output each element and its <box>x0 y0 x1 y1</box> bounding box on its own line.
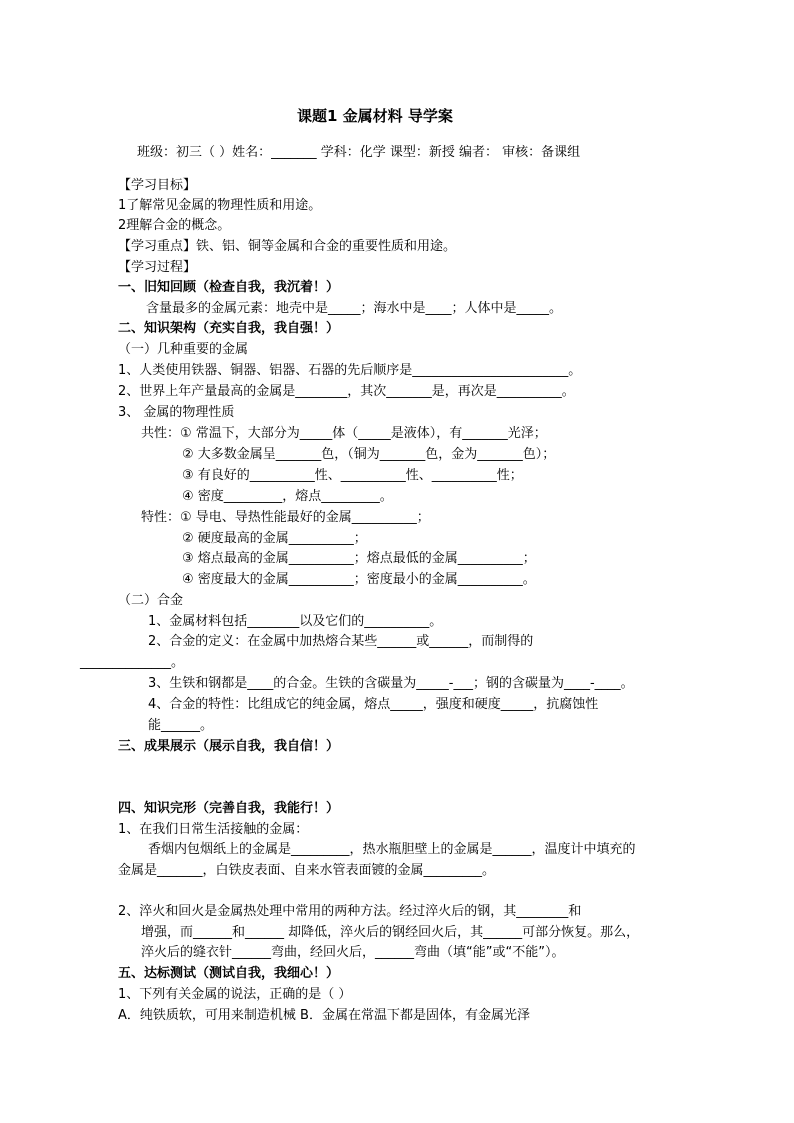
completion-question-1-line-2: 金属是_______，白铁皮表面、自来水管表面镀的金属_________。 <box>118 863 496 878</box>
section-heading-completion: 四、知识完形（完善自我，我能行！） <box>118 801 340 816</box>
alloy-question-4: 4、合金的特性：比组成它的纯金属，熔点_____，强度和硬度_____，抗腐蚀性 <box>148 697 599 712</box>
completion-question-2-line-3: 淬火后的缝衣针______弯曲，经回火后，______弯曲（填“能”或“不能”）。 <box>141 945 565 960</box>
section-heading-framework: 二、知识架构（充实自我，我自强！） <box>118 321 340 336</box>
common-property-2: ② 大多数金属呈_______色，（铜为_______色，金为_______色）； <box>182 447 556 462</box>
header-meta: 班级：初三（ ）姓名：_______ 学科：化学 课型：新授 编者： 审核：备课组 <box>137 145 581 160</box>
section-heading-goals: 【学习目标】 <box>118 178 197 193</box>
alloy-question-3: 3、生铁和钢都是____的合金。生铁的含碳量为_____-___；钢的含碳量为____-____。 <box>148 676 634 691</box>
completion-question-1: 1、在我们日常生活接触的金属： <box>118 822 309 837</box>
subsection-metals: （一）几种重要的金属 <box>118 342 249 357</box>
physical-properties-heading: 3、 金属的物理性质 <box>118 405 235 420</box>
question-production: 2、世界上年产量最高的金属是________，其次_______是，再次是__________。 <box>118 384 575 399</box>
question-order: 1、人类使用铁器、铜器、铝器、石器的先后顺序是________________________。 <box>118 363 582 378</box>
section-heading-test: 五、达标测试（测试自我，我细心！） <box>118 966 340 981</box>
completion-question-2: 2、淬火和回火是金属热处理中常用的两种方法。经过淬火后的钢，其________和 <box>118 904 582 919</box>
goal-2: 2理解合金的概念。 <box>118 218 231 233</box>
alloy-question-2: 2、合金的定义：在金属中加热熔合某些______或______，而制得的 <box>148 634 534 649</box>
alloy-question-2-cont: ______________。 <box>80 655 185 670</box>
section-heading-process: 【学习过程】 <box>118 260 197 275</box>
review-question: 含量最多的金属元素：地壳中是_____；海水中是____；人体中是_____。 <box>146 301 563 316</box>
common-property-4: ④ 密度_________，熔点_________。 <box>182 489 393 504</box>
test-question-1-options: A．纯铁质软，可用来制造机械 B．金属在常温下都是固体，有金属光泽 <box>118 1008 530 1023</box>
alloy-question-4-cont: 能______。 <box>148 718 214 733</box>
common-property-3: ③ 有良好的__________性、__________性、__________性； <box>182 468 523 483</box>
completion-question-2-line-2: 增强，而______和______ 却降低，淬火后的钢经回火后，其______可部分恢复。那么， <box>141 925 640 940</box>
special-property-3: ③ 熔点最高的金属__________；熔点最低的金属__________； <box>182 551 536 566</box>
test-question-1: 1、下列有关金属的说法，正确的是（ ） <box>118 987 352 1002</box>
goal-1: 1了解常见金属的物理性质和用途。 <box>118 198 322 213</box>
page-title: 课题1 金属材料 导学案 <box>297 107 453 125</box>
alloy-question-1: 1、金属材料包括________以及它们的__________。 <box>148 614 443 629</box>
section-heading-review: 一、旧知回顾（检查自我，我沉着！） <box>118 280 340 295</box>
special-property-1: 特性：① 导电、导热性能最好的金属__________； <box>141 510 430 525</box>
completion-question-1-line-1: 香烟内包烟纸上的金属是_________，热水瓶胆壁上的金属是______，温度计中填充的 <box>148 842 636 857</box>
subsection-alloys: （二）合金 <box>118 593 184 608</box>
special-property-4: ④ 密度最大的金属__________；密度最小的金属__________。 <box>182 572 536 587</box>
key-points: 【学习重点】铁、铝、铜等金属和合金的重要性质和用途。 <box>118 239 457 254</box>
common-property-1: 共性：① 常温下，大部分为_____体（_____是液体），有_______光泽； <box>141 426 547 441</box>
section-heading-showcase: 三、成果展示（展示自我，我自信！） <box>118 739 340 754</box>
special-property-2: ② 硬度最高的金属__________； <box>182 531 367 546</box>
